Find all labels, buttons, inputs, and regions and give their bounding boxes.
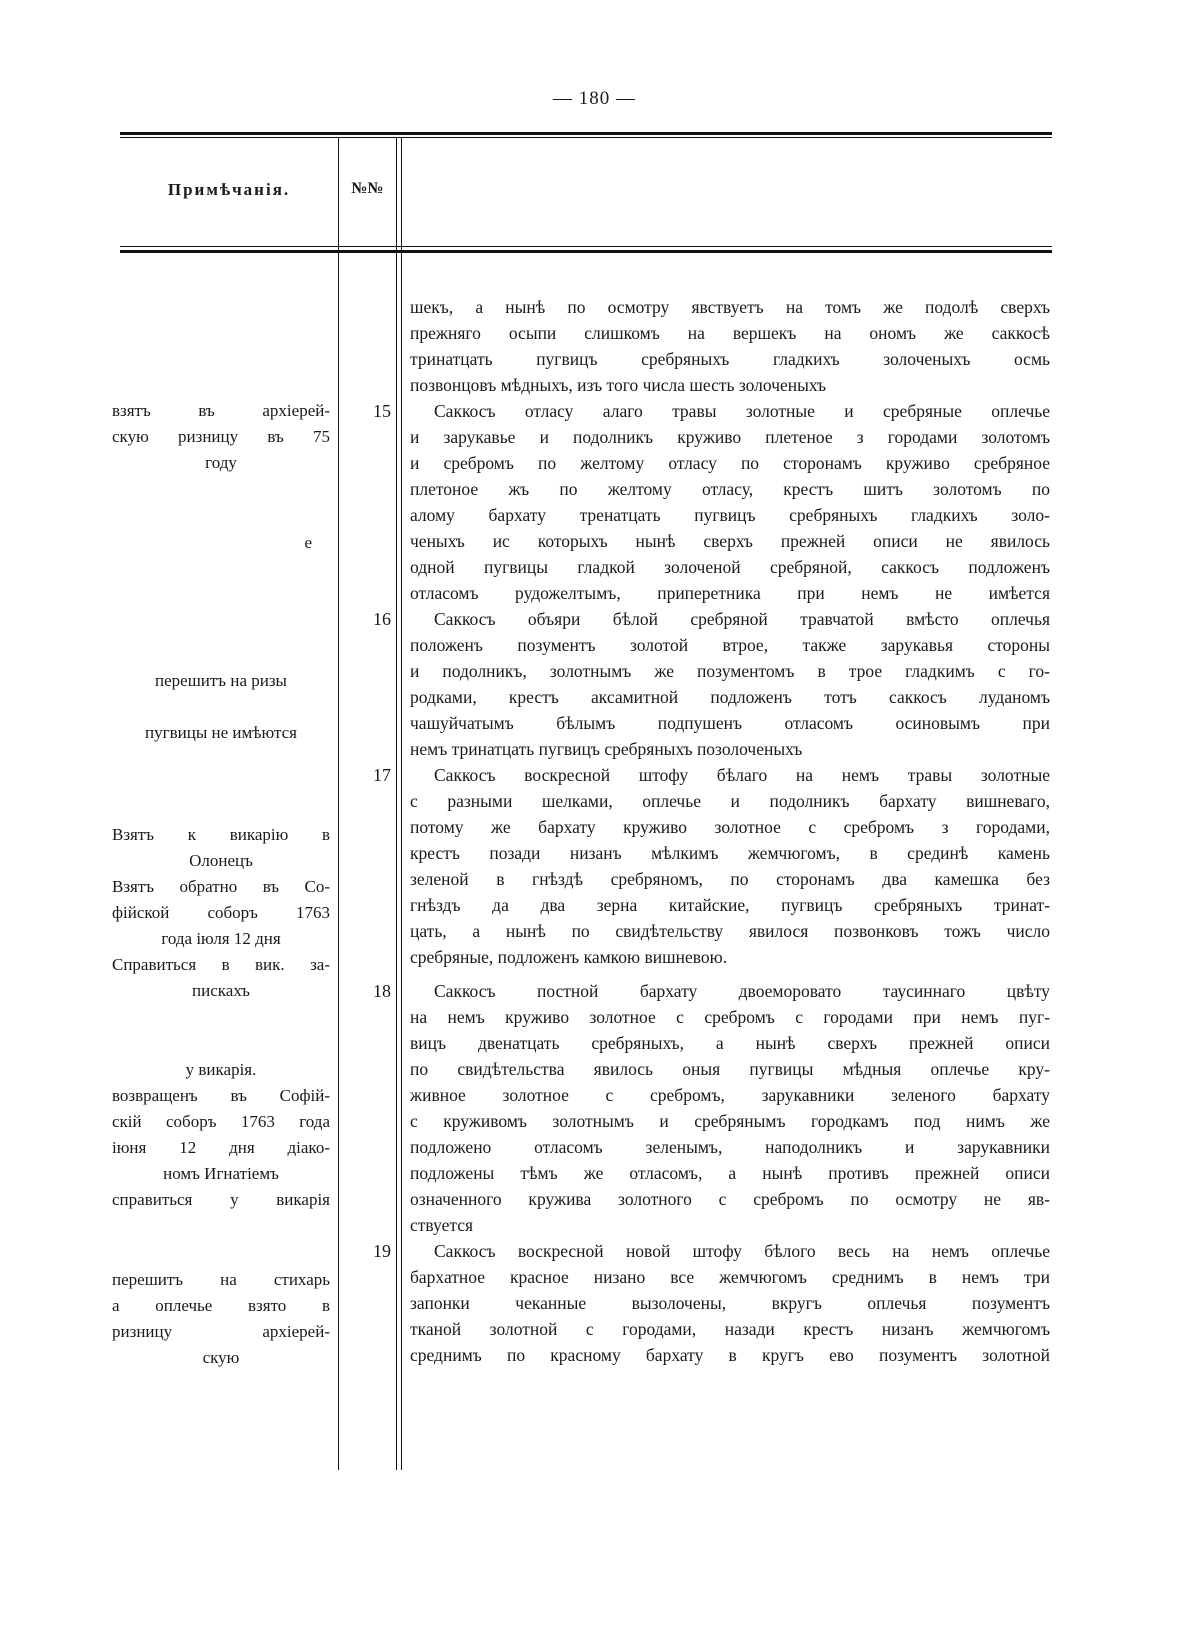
- top-rule: [120, 132, 1052, 135]
- note-line: пискахъ: [192, 981, 250, 1000]
- note-line: скую ризницу въ 75: [112, 427, 330, 446]
- entry-text-line: позвонцовъ мѣдныхъ, изъ того числа шесть золоченыхъ: [410, 375, 827, 395]
- note-line: Олонецъ: [189, 851, 253, 870]
- entry-text-line: цать, а нынѣ по свидѣтельству явилося позвонковъ тожъ число: [410, 921, 1050, 941]
- note-line: у викарiя.: [185, 1060, 257, 1079]
- note-line: возвращенъ въ Софiй-: [112, 1086, 330, 1105]
- item-number: 18: [373, 981, 391, 1001]
- note-line: iюня 12 дня дiако-: [112, 1138, 330, 1157]
- entry-text-line: с разными шелками, оплечье и подолникъ бархату вишневаго,: [410, 791, 1050, 811]
- entry-text-line: сребряные, подложенъ камкою вишневою.: [410, 947, 728, 967]
- note-line: года iюля 12 дня: [161, 929, 281, 948]
- note-line: Взятъ к викарiю в: [112, 825, 330, 844]
- entry-text-line: алому бархату тренатцать пугвицъ сребряныхъ гладкихъ золо-: [410, 505, 1050, 525]
- entry-text-line: прежняго осыпи слишкомъ на вершекъ на ономъ же саккосѣ: [410, 323, 1050, 343]
- note-line: Взятъ обратно въ Со-: [112, 877, 330, 896]
- entry-text-line: гнѣздъ да два зерна китайские, пугвицъ сребряныхъ тринат-: [410, 895, 1050, 915]
- column-divider-numbers: [396, 137, 397, 1470]
- entry-text-line: бархатное красное низано все жемчюгомъ среднимъ в немъ три: [410, 1267, 1050, 1287]
- column-divider-notes: [338, 137, 339, 1470]
- entry-text-line: крестъ позади низанъ мѣлкимъ жемчюгомъ, в срединѣ камень: [410, 843, 1050, 863]
- entry-text-line: и подолникъ, золотнымъ же позументомъ в трое гладкимъ с го-: [410, 661, 1050, 681]
- entry-text-line: вицъ двенатцать сребряныхъ, а нынѣ сверхъ прежней описи: [410, 1033, 1050, 1053]
- note-line: фiйской соборъ 1763: [112, 903, 330, 922]
- numbers-column-header: №№: [351, 180, 384, 197]
- entry-text-line: ченыхъ ис которыхъ нынѣ сверхъ прежней описи не явилось: [410, 531, 1050, 551]
- note-line: ризницу архiерей-: [112, 1322, 330, 1341]
- entry-text-line: и зарукавье и подолникъ круживо плетеное з городами золотомъ: [410, 427, 1050, 447]
- entry-text-line: и сребромъ по желтому отласу по сторонамъ круживо сребряное: [410, 453, 1050, 473]
- note-line: справиться у викарiя: [112, 1190, 330, 1209]
- note-line: перешитъ на ризы: [155, 671, 287, 690]
- note-line: скiй соборъ 1763 года: [112, 1112, 330, 1131]
- entry-text-line: чашуйчатымъ бѣлымъ подпушенъ отласомъ осиновымъ при: [410, 713, 1050, 733]
- entry-text-line: шекъ, а нынѣ по осмотру явствуетъ на томъ же подолѣ сверхъ: [410, 297, 1050, 317]
- entry-text-line: запонки чеканные вызолочены, вкругъ оплечья позументъ: [410, 1293, 1050, 1313]
- note-line: году: [205, 453, 237, 472]
- entry-text-line: по свидѣтельства явилось оныя пугвицы мѣдныя оплечье кру-: [410, 1059, 1050, 1079]
- note-line: е: [304, 533, 312, 552]
- entry-text-line: потому же бархату круживо золотное с сребромъ з городами,: [410, 817, 1050, 837]
- column-divider-numbers-double: [401, 137, 402, 1470]
- note-line: Справиться в вик. за-: [112, 955, 330, 974]
- entry-text-line: Саккосъ воскресной новой штофу бѣлого весь на немъ оплечье: [434, 1241, 1050, 1261]
- note-line: номъ Игнатiемъ: [163, 1164, 279, 1183]
- entry-text-line: на немъ круживо золотное с сребромъ с городами при немъ пуг-: [410, 1007, 1050, 1027]
- note-line: перешитъ на стихарь: [112, 1270, 330, 1289]
- item-number: 15: [373, 401, 391, 421]
- item-number: 16: [373, 609, 391, 629]
- top-rule-thin: [120, 137, 1052, 138]
- entry-text-line: одной пугвицы гладкой золоченой сребряной, саккосъ подложенъ: [410, 557, 1050, 577]
- entry-text-line: среднимъ по красному бархату в кругъ ево позументъ золотной: [410, 1345, 1050, 1365]
- entry-text-line: Саккосъ объяри бѣлой сребряной травчатой вмѣсто оплечья: [434, 609, 1050, 629]
- entry-text-line: означенного кружива золотного с сребромъ по осмотру не яв-: [410, 1189, 1050, 1209]
- item-number: 19: [373, 1241, 391, 1261]
- entry-text-line: немъ тринатцать пугвицъ сребряныхъ позолоченыхъ: [410, 739, 803, 759]
- note-line: взятъ въ архiерей-: [112, 401, 330, 420]
- entry-text-line: отласомъ рудожелтымъ, приперетника при немъ не имѣется: [410, 583, 1050, 603]
- entry-text-line: Саккосъ воскресной штофу бѣлаго на немъ травы золотные: [434, 765, 1050, 785]
- entry-text-line: с круживомъ золотнымъ и сребрянымъ городкамъ под нимъ же: [410, 1111, 1050, 1131]
- entry-text-line: родками, крестъ аксамитной подложенъ тотъ саккосъ луданомъ: [410, 687, 1050, 707]
- note-line: пугвицы не имѣются: [145, 723, 297, 742]
- note-line: а оплечье взято в: [112, 1296, 330, 1315]
- notes-column-header: Примѣчанія.: [167, 180, 291, 199]
- entry-text-line: подложены тѣмъ же отласомъ, а нынѣ противъ прежней описи: [410, 1163, 1050, 1183]
- entry-text-line: тканой золотной с городами, назади крестъ низанъ жемчюгомъ: [410, 1319, 1050, 1339]
- entry-text-line: положенъ позументъ золотой втрое, также зарукавья стороны: [410, 635, 1050, 655]
- header-rule-thin: [120, 246, 1052, 247]
- entry-text-line: ствуется: [410, 1215, 474, 1235]
- entry-text-line: Саккосъ отласу алаго травы золотные и сребряные оплечье: [434, 401, 1050, 421]
- note-line: скую: [202, 1348, 240, 1367]
- entry-text-line: плетоное жъ по желтому отласу, крестъ шитъ золотомъ по: [410, 479, 1050, 499]
- entry-text-line: зеленой в гнѣздѣ сребряномъ, по сторонамъ два камешка без: [410, 869, 1050, 889]
- entry-text-line: подложено отласомъ зеленымъ, наподолникъ и зарукавники: [410, 1137, 1050, 1157]
- entry-text-line: Саккосъ постной бархату двоеморовато таусиннаго цвѣту: [434, 981, 1050, 1001]
- page-number: — 180 —: [553, 88, 636, 109]
- entry-text-line: тринатцать пугвицъ сребряныхъ гладкихъ золоченыхъ осмь: [410, 349, 1050, 369]
- item-number: 17: [373, 765, 391, 785]
- entry-text-line: живное золотное с сребромъ, зарукавники зеленого бархату: [410, 1085, 1050, 1105]
- header-rule: [120, 250, 1052, 253]
